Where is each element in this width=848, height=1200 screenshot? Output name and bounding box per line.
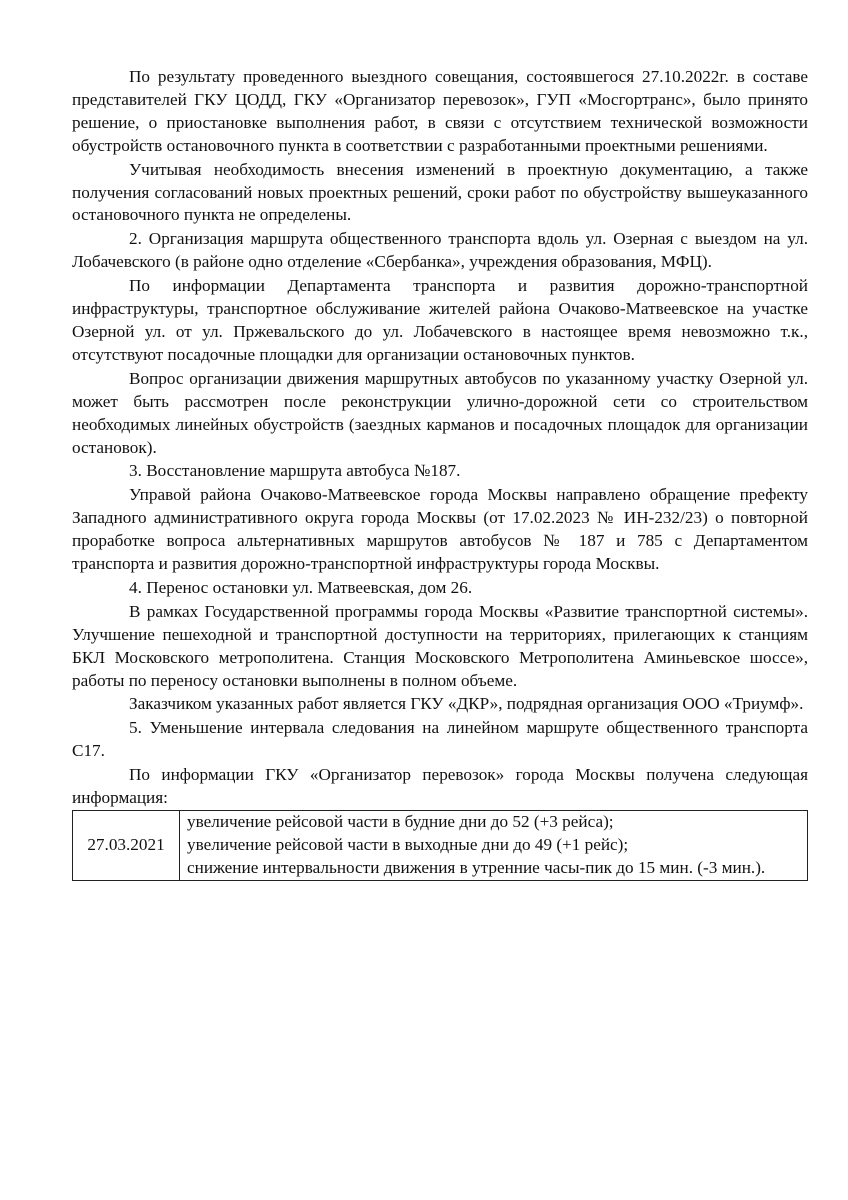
paragraph-prefect-appeal: Управой района Очаково-Матвеевское города Москвы направлено обращение префекту Западного административного округа города Москвы (от 17.02.2023 № ИН-232/23) о повторной проработке вопроса альтернативных маршрутов автобусов № 187 и 785 с Департаментом транспорта и развития дорожно-транспортной инфраструктуры города Москвы. [72,485,808,574]
table-description-line: увеличение рейсовой части в будние дни до 52 (+3 рейса); [187,812,614,831]
paragraph-item-3-heading: 3. Восстановление маршрута автобуса №187. [129,461,461,481]
paragraph-transport-department-info: По информации Департамента транспорта и развития дорожно-транспортной инфраструктуры, транспортное обслуживание жителей района Очаково-Матвеевское на участке Озерной ул. от ул. Пржевальского до ул. Лобачевского в настоящее время невозможно т.к., отсутствуют посадочные площадки для организации остановочных пунктов. [72,276,808,364]
paragraph-item-4-heading: 4. Перенос остановки ул. Матвеевская, дом 26. [129,577,473,597]
paragraph-bus-route-question: Вопрос организации движения маршрутных автобусов по указанному участку Озерной ул. может быть рассмотрен после реконструкции улично-дорожной сети со строительством необходимых линейных обустройств (заездных карманов и посадочных площадок для организации остановок). [72,368,808,457]
paragraph-meeting-result: По результату проведенного выездного совещания, состоявшегося 27.10.2022г. в составе представителей ГКУ ЦОДД, ГКУ «Организатор перевозок», ГУП «Мосгортранс», было принято решение, о приостановке выполнения работ, в связи с отсутствием технической возможности обустройств остановочного пункта в соответствии с разработанными проектными решениями. [72,67,808,155]
table-description-line: увеличение рейсовой части в выходные дни до 49 (+1 рейс); [187,834,629,854]
table-row [73,811,808,881]
paragraph-customer-contractor: Заказчиком указанных работ является ГКУ «ДКР», подрядная организация ООО «Триумф». [129,694,804,714]
schedule-change-table [72,810,808,881]
paragraph-item-5-heading: 5. Уменьшение интервала следования на линейном маршруте общественного транспорта С17. [72,718,808,761]
table-date-cell: 27.03.2021 [73,811,180,881]
table-description-line: снижение интервальности движения в утренние часы-пик до 15 мин. (-3 мин.). [187,857,766,877]
paragraph-state-program: В рамках Государственной программы города Москвы «Развитие транспортной системы». Улучшение пешеходной и транспортной доступности на территориях, прилегающих к станциям БКЛ Московского метрополитена. Станция Московского Метрополитена Аминьевское шоссе», работы по переносу остановки выполнены в полном объеме. [72,601,808,690]
paragraph-design-changes: Учитывая необходимость внесения изменений в проектную документацию, а также получения согласований новых проектных решений, сроки работ по обустройству вышеуказанного остановочного пункта не определены. [72,159,808,225]
table-description-cell [180,811,808,881]
paragraph-item-2-heading: 2. Организация маршрута общественного транспорта вдоль ул. Озерная с выездом на ул. Лобачевского (в районе одно отделение «Сбербанка», учреждения образования, МФЦ). [72,229,808,272]
document-page [72,66,808,881]
paragraph-organizer-info: По информации ГКУ «Организатор перевозок» города Москвы получена следующая информация: [72,765,808,808]
